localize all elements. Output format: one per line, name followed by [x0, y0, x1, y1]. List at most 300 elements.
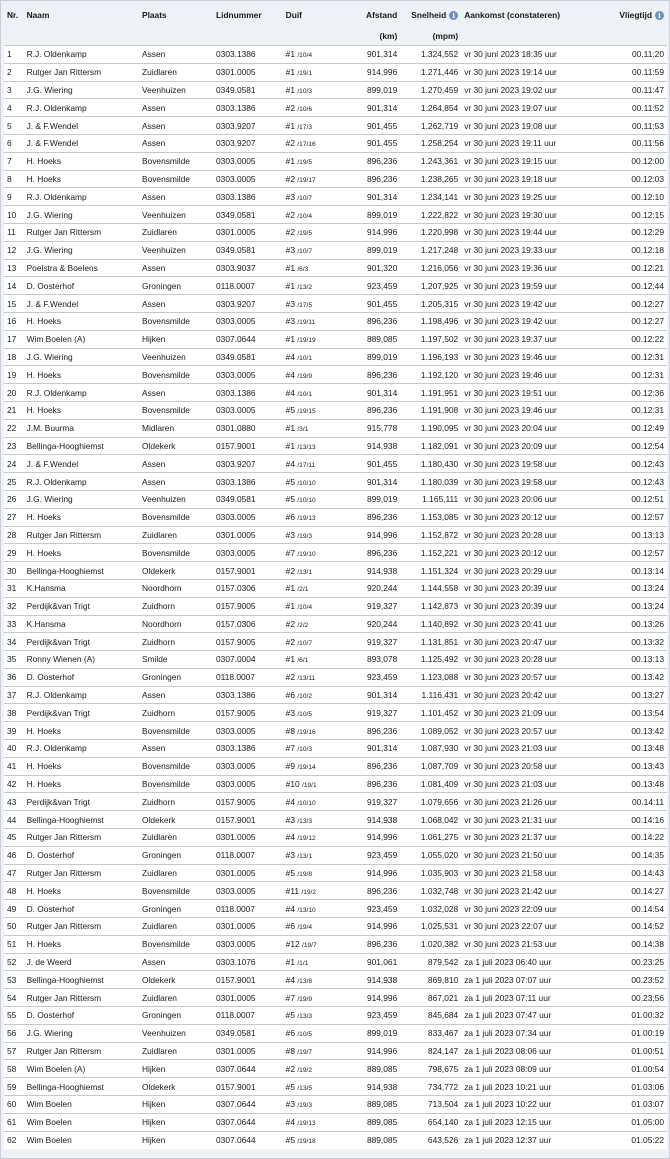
cell-naam: Perdijk&van Trigt	[24, 633, 139, 651]
table-row[interactable]	[4, 900, 667, 918]
table-row[interactable]	[4, 918, 667, 936]
cell-nr: 57	[4, 1042, 24, 1060]
table-row[interactable]	[4, 544, 667, 562]
duif-rank: #2	[285, 672, 295, 683]
cell-snelheid: 1.217,248	[400, 241, 461, 259]
table-row[interactable]	[4, 829, 667, 847]
table-row[interactable]	[4, 793, 667, 811]
info-icon[interactable]: i	[449, 11, 458, 20]
cell-naam: Rutger Jan Rittersm	[24, 223, 139, 241]
cell-aankomst: vr 30 juni 2023 20:39 uur	[461, 579, 608, 597]
cell-naam: K.Hansma	[24, 615, 139, 633]
cell-plaats: Bovensmilde	[139, 366, 213, 384]
cell-naam: H. Hoeks	[24, 757, 139, 775]
header-nr: Nr.	[4, 4, 24, 26]
cell-plaats: Hijken	[139, 330, 213, 348]
cell-afstand: 901,320	[341, 259, 400, 277]
cell-nr: 41	[4, 757, 24, 775]
table-row[interactable]	[4, 206, 667, 224]
duif-ref: /13/8	[297, 977, 312, 985]
duif-rank: #3	[285, 529, 295, 540]
cell-naam: Rutger Jan Rittersm	[24, 63, 139, 81]
cell-nr: 12	[4, 241, 24, 259]
duif-ref: /6/3	[297, 265, 309, 273]
cell-afstand: 901,314	[341, 188, 400, 206]
table-row[interactable]	[4, 633, 667, 651]
cell-snelheid: 1.032,028	[400, 900, 461, 918]
table-row[interactable]	[4, 704, 667, 722]
cell-plaats: Zuidlaren	[139, 829, 213, 847]
duif-rank: #1	[285, 120, 295, 131]
cell-lidnummer: 0303.1076	[213, 953, 283, 971]
table-row[interactable]	[4, 597, 667, 615]
cell-vliegtijd: 00.14:11	[608, 793, 667, 811]
cell-snelheid: 1.191,908	[400, 401, 461, 419]
cell-lidnummer: 0303.0005	[213, 757, 283, 775]
cell-aankomst: vr 30 juni 2023 19:51 uur	[461, 384, 608, 402]
table-row[interactable]	[4, 455, 667, 473]
cell-snelheid: 1.020,382	[400, 935, 461, 953]
table-row[interactable]	[4, 651, 667, 669]
table-row[interactable]	[4, 1060, 667, 1078]
cell-nr: 35	[4, 651, 24, 669]
cell-nr: 38	[4, 704, 24, 722]
cell-plaats: Oldekerk	[139, 437, 213, 455]
cell-aankomst: za 1 juli 2023 12:15 uur	[461, 1113, 608, 1131]
table-row[interactable]	[4, 935, 667, 953]
cell-vliegtijd: 01.00:51	[608, 1042, 667, 1060]
cell-afstand: 914,996	[341, 526, 400, 544]
cell-vliegtijd: 00.13:27	[608, 686, 667, 704]
table-row[interactable]	[4, 490, 667, 508]
cell-nr: 5	[4, 117, 24, 135]
cell-vliegtijd: 00.12:31	[608, 401, 667, 419]
duif-ref: /10/7	[297, 194, 312, 202]
table-row[interactable]	[4, 117, 667, 135]
table-row[interactable]	[4, 295, 667, 313]
cell-naam: H. Hoeks	[24, 935, 139, 953]
cell-duif	[283, 259, 342, 277]
table-row[interactable]	[4, 775, 667, 793]
cell-afstand: 919,327	[341, 633, 400, 651]
cell-naam: Bellinga-Hooghiemst	[24, 971, 139, 989]
cell-naam: J.M. Buurma	[24, 419, 139, 437]
table-row[interactable]	[4, 864, 667, 882]
cell-lidnummer: 0303.9207	[213, 134, 283, 152]
cell-plaats: Hijken	[139, 1113, 213, 1131]
cell-lidnummer: 0157.9005	[213, 597, 283, 615]
header-afstand[interactable]: Afstand	[341, 4, 400, 26]
duif-rank: #4	[285, 796, 295, 807]
cell-vliegtijd: 00.12:15	[608, 206, 667, 224]
cell-afstand: 914,996	[341, 918, 400, 936]
cell-nr: 34	[4, 633, 24, 651]
header-duif[interactable]: Duif	[283, 4, 342, 26]
duif-rank: #1	[285, 49, 295, 60]
duif-rank: #4	[285, 369, 295, 380]
cell-vliegtijd: 00.13:48	[608, 775, 667, 793]
cell-plaats: Zuidlaren	[139, 1042, 213, 1060]
table-row[interactable]	[4, 989, 667, 1007]
cell-afstand: 899,019	[341, 490, 400, 508]
table-row[interactable]	[4, 1131, 667, 1149]
cell-plaats: Zuidhorn	[139, 597, 213, 615]
cell-vliegtijd: 00.13:42	[608, 668, 667, 686]
cell-aankomst: vr 30 juni 2023 19:37 uur	[461, 330, 608, 348]
table-row[interactable]	[4, 99, 667, 117]
table-row[interactable]	[4, 811, 667, 829]
cell-afstand: 901,314	[341, 99, 400, 117]
cell-aankomst: vr 30 juni 2023 21:53 uur	[461, 935, 608, 953]
table-row[interactable]	[4, 348, 667, 366]
duif-ref: /10/10	[297, 479, 316, 487]
cell-aankomst: vr 30 juni 2023 19:44 uur	[461, 223, 608, 241]
cell-naam: H. Hoeks	[24, 401, 139, 419]
cell-aankomst: vr 30 juni 2023 19:46 uur	[461, 348, 608, 366]
cell-duif	[283, 330, 342, 348]
cell-duif	[283, 170, 342, 188]
table-row[interactable]	[4, 1096, 667, 1114]
cell-vliegtijd: 00.12:57	[608, 508, 667, 526]
duif-rank: #5	[285, 405, 295, 416]
cell-lidnummer: 0118.0007	[213, 277, 283, 295]
cell-lidnummer: 0157.9001	[213, 971, 283, 989]
cell-afstand: 923,459	[341, 900, 400, 918]
table-row[interactable]	[4, 437, 667, 455]
table-row[interactable]	[4, 1042, 667, 1060]
cell-aankomst: vr 30 juni 2023 21:42 uur	[461, 882, 608, 900]
cell-plaats: Veenhuizen	[139, 348, 213, 366]
duif-rank: #3	[285, 191, 295, 202]
cell-lidnummer: 0349.0581	[213, 348, 283, 366]
cell-vliegtijd: 00.11:20	[608, 46, 667, 64]
cell-nr: 11	[4, 223, 24, 241]
cell-nr: 30	[4, 562, 24, 580]
duif-ref: /19/17	[297, 176, 316, 184]
cell-afstand: 919,327	[341, 597, 400, 615]
cell-aankomst: za 1 juli 2023 10:22 uur	[461, 1096, 608, 1114]
cell-vliegtijd: 00.14:43	[608, 864, 667, 882]
duif-ref: /13/5	[297, 1084, 312, 1092]
cell-vliegtijd: 00.14:22	[608, 829, 667, 847]
table-row[interactable]	[4, 846, 667, 864]
cell-duif	[283, 651, 342, 669]
cell-lidnummer: 0157.0306	[213, 579, 283, 597]
cell-duif	[283, 1113, 342, 1131]
cell-aankomst: vr 30 juni 2023 21:26 uur	[461, 793, 608, 811]
table-row[interactable]	[4, 722, 667, 740]
cell-snelheid: 1.222,822	[400, 206, 461, 224]
cell-snelheid: 1.142,873	[400, 597, 461, 615]
cell-vliegtijd: 00.12:00	[608, 152, 667, 170]
cell-plaats: Groningen	[139, 668, 213, 686]
cell-nr: 21	[4, 401, 24, 419]
cell-nr: 17	[4, 330, 24, 348]
duif-ref: /19/10	[297, 550, 316, 558]
cell-naam: J.G. Wiering	[24, 1024, 139, 1042]
header-aankomst[interactable]: Aankomst (constateren)	[461, 4, 608, 26]
duif-rank: #1	[285, 601, 295, 612]
cell-afstand: 914,996	[341, 63, 400, 81]
cell-nr: 9	[4, 188, 24, 206]
table-row[interactable]	[4, 384, 667, 402]
table-row[interactable]	[4, 757, 667, 775]
duif-ref: /1/1	[297, 960, 309, 968]
cell-snelheid: 1.025,531	[400, 918, 461, 936]
cell-vliegtijd: 00.13:42	[608, 722, 667, 740]
cell-nr: 43	[4, 793, 24, 811]
cell-plaats: Zuidlaren	[139, 989, 213, 1007]
cell-afstand: 914,996	[341, 989, 400, 1007]
duif-ref: /2/2	[297, 621, 309, 629]
duif-ref: /19/11	[297, 319, 316, 327]
cell-plaats: Assen	[139, 295, 213, 313]
cell-aankomst: vr 30 juni 2023 19:07 uur	[461, 99, 608, 117]
cell-vliegtijd: 00.13:54	[608, 704, 667, 722]
cell-afstand: 914,938	[341, 562, 400, 580]
cell-duif	[283, 46, 342, 64]
cell-nr: 50	[4, 918, 24, 936]
cell-plaats: Assen	[139, 473, 213, 491]
cell-plaats: Zuidlaren	[139, 223, 213, 241]
cell-lidnummer: 0157.9001	[213, 562, 283, 580]
duif-ref: /19/13	[297, 515, 316, 523]
cell-vliegtijd: 00.11:59	[608, 63, 667, 81]
duif-ref: /19/13	[297, 1120, 316, 1128]
table-row[interactable]	[4, 46, 667, 64]
cell-naam: H. Hoeks	[24, 170, 139, 188]
table-row[interactable]	[4, 63, 667, 81]
cell-snelheid: 1.180,039	[400, 473, 461, 491]
cell-plaats: Smilde	[139, 651, 213, 669]
cell-naam: Rutger Jan Rittersm	[24, 829, 139, 847]
table-row[interactable]	[4, 330, 667, 348]
header-vliegtijd[interactable]	[608, 4, 667, 26]
duif-rank: #7	[285, 743, 295, 754]
duif-ref: /10/4	[297, 52, 312, 60]
cell-lidnummer: 0301.0880	[213, 419, 283, 437]
table-row[interactable]	[4, 668, 667, 686]
cell-snelheid: 713,504	[400, 1096, 461, 1114]
duif-rank: #1	[285, 440, 295, 451]
cell-afstand: 889,085	[341, 1060, 400, 1078]
cell-afstand: 896,236	[341, 170, 400, 188]
table-row[interactable]	[4, 740, 667, 758]
cell-aankomst: za 1 juli 2023 08:09 uur	[461, 1060, 608, 1078]
cell-vliegtijd: 00.12:10	[608, 188, 667, 206]
cell-plaats: Zuidhorn	[139, 633, 213, 651]
cell-vliegtijd: 00.12:22	[608, 330, 667, 348]
cell-duif	[283, 597, 342, 615]
cell-afstand: 914,938	[341, 811, 400, 829]
table-row[interactable]	[4, 81, 667, 99]
cell-vliegtijd: 00.13:43	[608, 757, 667, 775]
cell-aankomst: vr 30 juni 2023 19:08 uur	[461, 117, 608, 135]
cell-duif	[283, 971, 342, 989]
header-naam[interactable]: Naam	[24, 4, 139, 26]
table-row[interactable]	[4, 259, 667, 277]
cell-duif	[283, 775, 342, 793]
cell-naam: Wim Boelen	[24, 1113, 139, 1131]
cell-naam: D. Oosterhof	[24, 846, 139, 864]
cell-duif	[283, 704, 342, 722]
duif-ref: /13/3	[297, 1013, 312, 1021]
table-row[interactable]	[4, 526, 667, 544]
table-row[interactable]	[4, 223, 667, 241]
cell-aankomst: za 1 juli 2023 12:37 uur	[461, 1131, 608, 1149]
table-row[interactable]	[4, 1024, 667, 1042]
table-row[interactable]	[4, 401, 667, 419]
cell-naam: Bellinga-Hooghiemst	[24, 562, 139, 580]
cell-lidnummer: 0307.0644	[213, 1060, 283, 1078]
duif-rank: #3	[285, 316, 295, 327]
cell-snelheid: 1.216,056	[400, 259, 461, 277]
table-row[interactable]	[4, 241, 667, 259]
cell-duif	[283, 1096, 342, 1114]
duif-rank: #8	[285, 1046, 295, 1057]
cell-duif	[283, 384, 342, 402]
duif-rank: #4	[285, 832, 295, 843]
cell-afstand: 920,244	[341, 579, 400, 597]
cell-afstand: 914,938	[341, 1078, 400, 1096]
cell-lidnummer: 0303.0005	[213, 366, 283, 384]
cell-nr: 19	[4, 366, 24, 384]
table-row[interactable]	[4, 562, 667, 580]
cell-snelheid: 1.271,446	[400, 63, 461, 81]
cell-snelheid: 1.089,052	[400, 722, 461, 740]
header-plaats[interactable]: Plaats	[139, 4, 213, 26]
duif-rank: #1	[285, 423, 295, 434]
cell-vliegtijd: 01.00:54	[608, 1060, 667, 1078]
cell-snelheid: 1.144,558	[400, 579, 461, 597]
duif-rank: #1	[285, 334, 295, 345]
cell-nr: 3	[4, 81, 24, 99]
table-row[interactable]	[4, 277, 667, 295]
table-row[interactable]	[4, 152, 667, 170]
cell-lidnummer: 0349.0581	[213, 206, 283, 224]
cell-naam: Wim Boelen (A)	[24, 1060, 139, 1078]
cell-lidnummer: 0303.9037	[213, 259, 283, 277]
cell-nr: 10	[4, 206, 24, 224]
cell-snelheid: 1.205,315	[400, 295, 461, 313]
cell-snelheid: 1.152,221	[400, 544, 461, 562]
header-lidnummer[interactable]: Lidnummer	[213, 4, 283, 26]
cell-duif	[283, 312, 342, 330]
duif-rank: #2	[285, 209, 295, 220]
cell-naam: H. Hoeks	[24, 722, 139, 740]
cell-afstand: 923,459	[341, 1007, 400, 1025]
cell-snelheid: 1.270,459	[400, 81, 461, 99]
cell-nr: 28	[4, 526, 24, 544]
table-row[interactable]	[4, 508, 667, 526]
duif-ref: /19/18	[297, 1138, 316, 1146]
table-row[interactable]	[4, 1113, 667, 1131]
duif-ref: /2/1	[297, 586, 309, 594]
cell-duif	[283, 615, 342, 633]
table-row[interactable]	[4, 971, 667, 989]
cell-lidnummer: 0303.1386	[213, 384, 283, 402]
cell-naam: J.G. Wiering	[24, 490, 139, 508]
cell-aankomst: vr 30 juni 2023 19:58 uur	[461, 473, 608, 491]
table-row[interactable]	[4, 312, 667, 330]
table-row[interactable]	[4, 473, 667, 491]
duif-rank: #5	[285, 1135, 295, 1146]
table-row[interactable]	[4, 366, 667, 384]
table-row[interactable]	[4, 1007, 667, 1025]
duif-ref: /10/2	[297, 693, 312, 701]
duif-ref: /10/5	[297, 710, 312, 718]
duif-ref: /19/1	[301, 782, 317, 790]
table-row[interactable]	[4, 579, 667, 597]
duif-ref: /19/9	[297, 995, 312, 1003]
cell-aankomst: za 1 juli 2023 06:40 uur	[461, 953, 608, 971]
cell-plaats: Assen	[139, 46, 213, 64]
cell-duif	[283, 366, 342, 384]
cell-nr: 2	[4, 63, 24, 81]
cell-duif	[283, 473, 342, 491]
cell-snelheid: 1.131,851	[400, 633, 461, 651]
table-row[interactable]	[4, 615, 667, 633]
duif-ref: /10/4	[297, 212, 312, 220]
cell-naam: J. de Weerd	[24, 953, 139, 971]
duif-ref: /10/1	[297, 354, 312, 362]
cell-nr: 44	[4, 811, 24, 829]
table-row[interactable]	[4, 170, 667, 188]
table-row[interactable]	[4, 188, 667, 206]
table-row[interactable]	[4, 686, 667, 704]
duif-ref: /10/3	[297, 746, 312, 754]
cell-nr: 56	[4, 1024, 24, 1042]
cell-duif	[283, 526, 342, 544]
cell-naam: R.J. Oldenkamp	[24, 99, 139, 117]
cell-lidnummer: 0303.1386	[213, 686, 283, 704]
cell-naam: D. Oosterhof	[24, 1007, 139, 1025]
cell-snelheid: 1.324,552	[400, 46, 461, 64]
cell-plaats: Hijken	[139, 1131, 213, 1149]
cell-snelheid: 1.196,193	[400, 348, 461, 366]
cell-aankomst: za 1 juli 2023 07:47 uur	[461, 1007, 608, 1025]
header-snelheid[interactable]	[400, 4, 461, 26]
info-icon[interactable]: i	[655, 11, 664, 20]
cell-duif	[283, 277, 342, 295]
cell-snelheid: 1.198,496	[400, 312, 461, 330]
cell-vliegtijd: 00.12:51	[608, 490, 667, 508]
table-row[interactable]	[4, 134, 667, 152]
cell-snelheid: 654,140	[400, 1113, 461, 1131]
cell-nr: 49	[4, 900, 24, 918]
cell-nr: 4	[4, 99, 24, 117]
cell-naam: R.J. Oldenkamp	[24, 188, 139, 206]
table-row[interactable]	[4, 1078, 667, 1096]
cell-afstand: 896,236	[341, 882, 400, 900]
cell-nr: 40	[4, 740, 24, 758]
cell-aankomst: vr 30 juni 2023 19:25 uur	[461, 188, 608, 206]
cell-plaats: Zuidlaren	[139, 864, 213, 882]
cell-afstand: 901,455	[341, 295, 400, 313]
cell-nr: 52	[4, 953, 24, 971]
cell-afstand: 896,236	[341, 366, 400, 384]
duif-rank: #4	[285, 458, 295, 469]
cell-aankomst: vr 30 juni 2023 21:31 uur	[461, 811, 608, 829]
table-row[interactable]	[4, 882, 667, 900]
cell-aankomst: vr 30 juni 2023 19:15 uur	[461, 152, 608, 170]
table-row[interactable]	[4, 953, 667, 971]
cell-aankomst: vr 30 juni 2023 20:58 uur	[461, 757, 608, 775]
table-row[interactable]	[4, 419, 667, 437]
cell-vliegtijd: 00.14:27	[608, 882, 667, 900]
duif-ref: /3/1	[297, 426, 309, 434]
cell-vliegtijd: 00.23:25	[608, 953, 667, 971]
